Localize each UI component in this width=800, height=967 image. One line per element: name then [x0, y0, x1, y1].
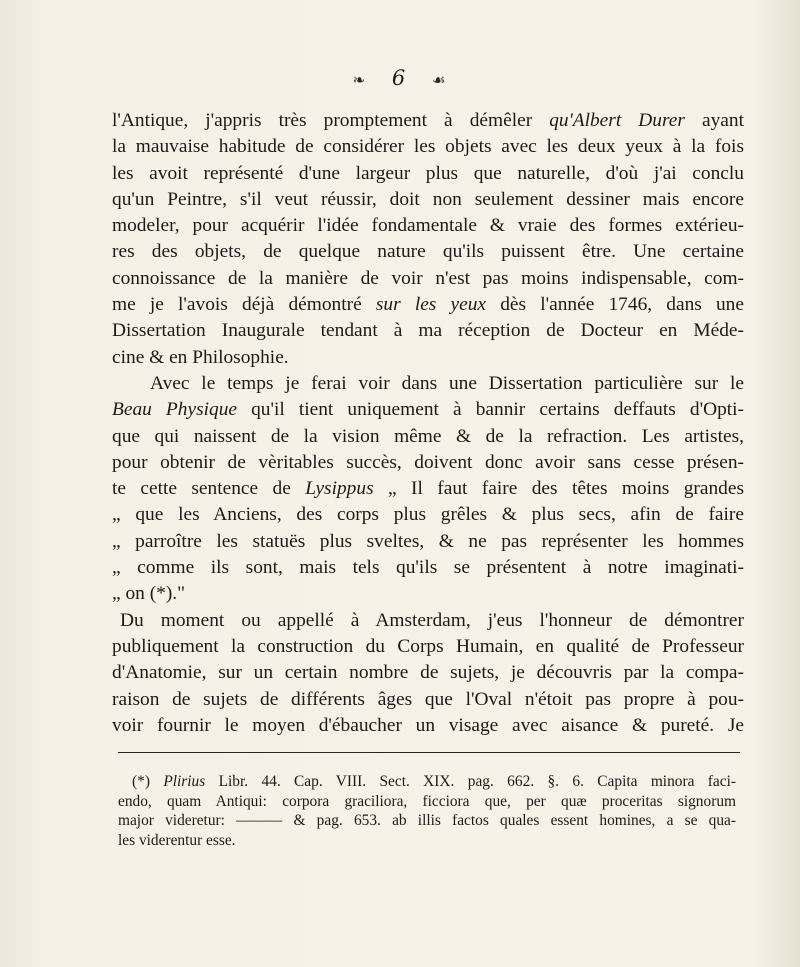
italic-phrase: Beau Physique: [112, 399, 238, 421]
page-header: [0, 66, 800, 90]
text-run: que qui naissent de la vision même & de la refraction. Les artistes,: [112, 425, 744, 447]
text-line: [112, 134, 744, 160]
text-run: te cette sentence de: [112, 478, 306, 500]
paragraph: [112, 608, 744, 739]
text-line: [112, 371, 744, 397]
text-run: pour obtenir de vèritables succès, doivent donc avoir sans cesse présen-: [112, 451, 744, 473]
text-run: (*): [132, 773, 164, 790]
text-line: [112, 608, 744, 634]
text-line: [112, 108, 744, 134]
text-run: res des objets, de quelque nature qu'ils puissent être. Une certaine: [112, 241, 744, 263]
text-run: cine & en Philosophie.: [112, 346, 289, 368]
text-run: publiquement la construction du Corps Humain, en qualité de Professeur: [112, 635, 744, 657]
text-run: les viderentur esse.: [118, 831, 236, 849]
text-line: [112, 213, 744, 239]
text-line: [118, 811, 736, 831]
text-run: „ que les Anciens, des corps plus grêles & plus secs, afin de faire: [112, 504, 744, 526]
text-line: [118, 831, 736, 851]
text-run: l'Antique, j'appris très promptement à démêler: [112, 110, 550, 131]
text-run: Avec le temps je ferai voir dans une Dissertation particulière sur le: [150, 372, 744, 394]
text-run: „ Il faut faire des têtes moins grandes: [373, 478, 745, 500]
text-run: „ parroître les statuës plus sveltes, & ne pas représenter les hommes: [112, 530, 744, 552]
main-text: [112, 108, 744, 739]
text-run: Libr. 44. Cap. VIII. Sect. XIX. pag. 662. §. 6. Capita minora faci-: [205, 773, 736, 790]
text-run: d'Anatomie, sur un certain nombre de sujets, je découvris par la compa-: [112, 662, 744, 684]
text-line: [112, 397, 744, 423]
text-line: [112, 502, 744, 528]
text-run: raison de sujets de différents âges que l'Oval n'étoit pas propre à pou-: [112, 688, 744, 710]
text-run: dès l'année 1746, dans une: [486, 294, 744, 316]
text-line: [112, 187, 744, 213]
text-line: [112, 476, 744, 502]
text-run: „ on (*).": [112, 583, 186, 605]
text-run: la mauvaise habitude de considérer les objets avec les deux yeux à la fois: [112, 136, 744, 158]
text-run: endo, quam Antiqui: corpora graciliora, ficciora que, per quæ proceritas signorum: [118, 792, 736, 810]
text-run: connoissance de la manière de voir n'est pas moins indispensable, com-: [112, 267, 744, 289]
footnote-divider: [118, 752, 740, 753]
right-ornament-icon: ☙: [431, 71, 448, 89]
text-line: [112, 424, 744, 450]
text-line: [112, 687, 744, 713]
text-line: [112, 555, 744, 581]
italic-phrase: sur les yeux: [375, 294, 487, 316]
text-run: Dissertation Inaugurale tendant à ma réception de Docteur en Méde-: [112, 320, 744, 342]
paragraph: [112, 371, 744, 608]
text-run: Du moment ou appellé à Amsterdam, j'eus l'honneur de démontrer: [120, 609, 744, 631]
text-line: [112, 450, 744, 476]
text-run: voir fournir le moyen d'ébaucher un visage avec aisance & pureté. Je: [112, 714, 744, 736]
text-run: les avoit représenté d'une largeur plus que naturelle, d'où j'ai conclu: [112, 162, 744, 184]
paragraph: [112, 108, 744, 371]
text-run: qu'il tient uniquement à bannir certains deffauts d'Opti-: [237, 399, 744, 421]
text-line: [112, 529, 744, 555]
left-ornament-icon: ❧: [352, 71, 368, 89]
text-run: ayant: [684, 110, 744, 131]
text-line: [112, 581, 744, 607]
text-line: [112, 292, 744, 318]
italic-phrase: Lysippus: [305, 478, 374, 500]
text-line: [118, 772, 736, 792]
text-run: major videretur: ——— & pag. 653. ab illis factos quales essent homines, a se qua-: [118, 812, 736, 829]
text-line: [112, 318, 744, 344]
page-number: 6: [391, 66, 408, 90]
italic-phrase: qu'Albert Durer: [549, 110, 685, 131]
text-line: [112, 713, 744, 739]
text-line: [112, 266, 744, 292]
text-line: [112, 239, 744, 265]
text-run: modeler, pour acquérir l'idée fondamentale & vraie des formes extérieu-: [112, 215, 744, 237]
footnote: [118, 772, 736, 850]
text-line: [112, 660, 744, 686]
text-line: [112, 345, 744, 371]
text-line: [112, 634, 744, 660]
text-run: qu'un Peintre, s'il veut réussir, doit non seulement dessiner mais encore: [112, 188, 744, 210]
italic-phrase: Plirius: [163, 773, 206, 790]
text-line: [112, 161, 744, 187]
text-run: „ comme ils sont, mais tels qu'ils se présentent à notre imaginati-: [112, 557, 744, 579]
text-run: me je l'avois déjà démontré: [112, 294, 376, 316]
text-line: [118, 792, 736, 812]
